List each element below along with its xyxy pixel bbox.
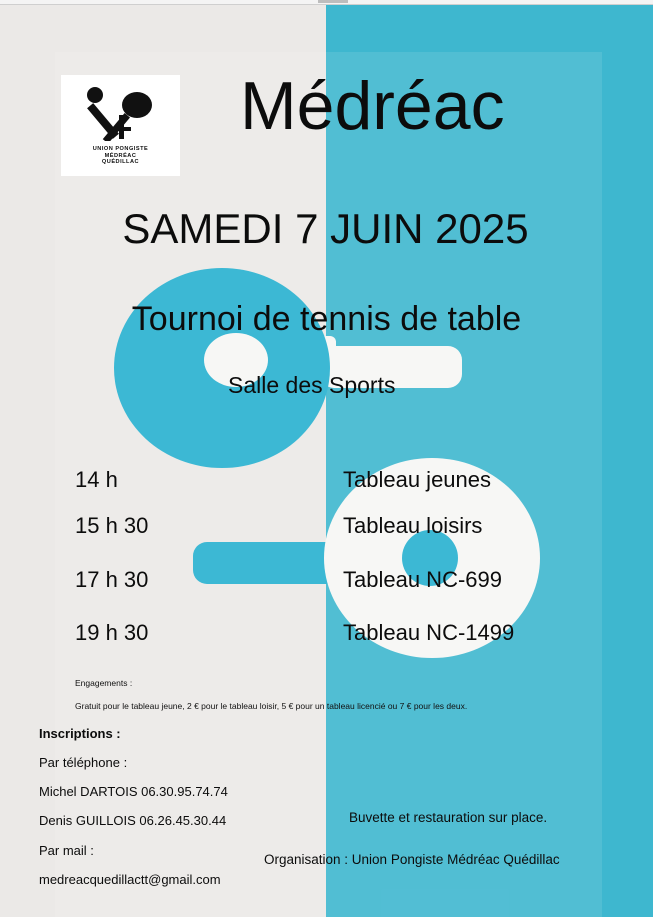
- phone-label: Par téléphone :: [39, 755, 128, 770]
- logo-line-3: QUÉDILLAC: [101, 159, 140, 166]
- event-title: Tournoi de tennis de table: [131, 300, 522, 338]
- logo-line-1: UNION PONGISTE: [92, 146, 149, 152]
- event-date-text: SAMEDI 7 JUIN 2025: [122, 205, 529, 252]
- inscriptions-label: Inscriptions :: [39, 726, 121, 741]
- schedule-name-2: Tableau loisirs: [343, 513, 483, 538]
- engagements-label: Engagements :: [75, 678, 133, 688]
- schedule-name-4: Tableau NC-1499: [343, 620, 515, 645]
- club-logo: [61, 75, 180, 176]
- lower-paddle-handle: [193, 542, 340, 584]
- schedule-time-1: 14 h: [75, 467, 118, 492]
- event-date: [0, 203, 653, 255]
- contact-michel: Michel DARTOIS 06.30.95.74.74: [39, 784, 228, 799]
- engagements-text: Gratuit pour le tableau jeune, 2 € pour le tableau loisir, 5 € pour un tableau licencié ou 7 € pour les deux.: [75, 701, 468, 711]
- buvette-note: Buvette et restauration sur place.: [349, 810, 548, 825]
- schedule-time-2: 15 h 30: [75, 513, 149, 538]
- schedule-time-3: 17 h 30: [75, 567, 149, 592]
- schedule-name-3: Tableau NC-699: [343, 567, 502, 592]
- contact-denis: Denis GUILLOIS 06.26.45.30.44: [39, 813, 227, 828]
- organisation-note: Organisation : Union Pongiste Médréac Quédillac: [264, 852, 560, 867]
- town-title: Médréac: [240, 68, 505, 144]
- crossed-paddles-logo-icon: [83, 83, 159, 141]
- venue: Salle des Sports: [228, 372, 396, 398]
- schedule-name-1: Tableau jeunes: [343, 467, 492, 492]
- schedule-time-4: 19 h 30: [75, 620, 149, 645]
- logo-line-2: MÉDRÉAC: [104, 152, 137, 159]
- contact-email: medreacquedillactt@gmail.com: [39, 872, 221, 887]
- logo-text: [61, 146, 180, 166]
- mail-label: Par mail :: [39, 843, 94, 858]
